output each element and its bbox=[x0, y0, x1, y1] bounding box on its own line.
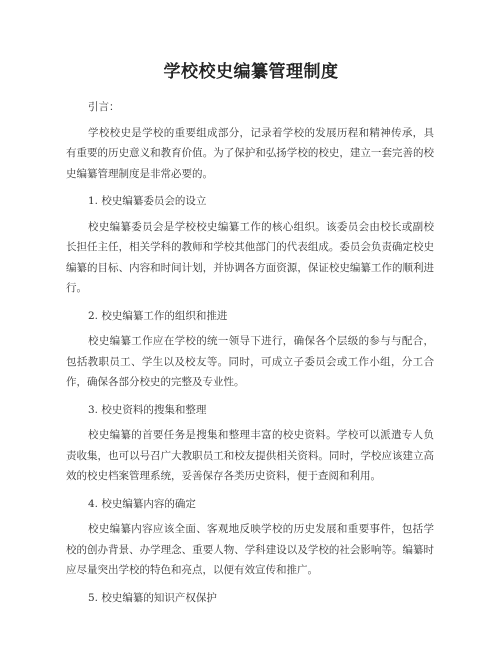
section-body-1: 校史编纂委员会是学校校史编纂工作的核心组织。该委员会由校长或副校长担任主任，相关学科的教师和学校其他部门的代表组成。委员会负责确定校史编纂的目标、内容和时间计划，并协调各方面资源，保证校史编纂工作的顺利进行。 bbox=[66, 220, 434, 294]
document-body bbox=[66, 97, 434, 608]
section-heading-3: 3. 校史资料的搜集和整理 bbox=[88, 403, 207, 416]
section-body-4: 校史编纂内容应该全面、客观地反映学校的历史发展和重要事件，包括学校的创办背景、办学理念、重要人物、学科建设以及学校的社会影响等。编纂时应尽量突出学校的特色和亮点，以便有效宣传和推广。 bbox=[66, 523, 434, 576]
section-heading-4: 4. 校史编纂内容的确定 bbox=[88, 497, 196, 510]
section-heading-1: 1. 校史编纂委员会的设立 bbox=[88, 195, 207, 207]
section-body-2: 校史编纂工作应在学校的统一领导下进行，确保各个层级的参与与配合，包括教职员工、学生以及校友等。同时，可成立子委员会或工作小组，分工合作，确保各部分校史的完整及专业性。 bbox=[66, 335, 434, 388]
intro-label: 引言： bbox=[88, 101, 120, 113]
intro-paragraph: 学校校史是学校的重要组成部分，记录着学校的发展历程和精神传承，具有重要的历史意义和教育价值。为了保护和弘扬学校的校史，建立一套完善的校史编纂管理制度是非常必要的。 bbox=[66, 126, 434, 180]
section-body-3: 校史编纂的首要任务是搜集和整理丰富的校史资料。学校可以派遣专人负责收集，也可以号召广大教职员工和校友提供相关资料。同时，学校应该建立高效的校史档案管理系统，妥善保存各类历史资料，便于查阅和利用。 bbox=[66, 429, 434, 482]
section-heading-5: 5. 校史编纂的知识产权保护 bbox=[88, 591, 217, 604]
section-heading-2: 2. 校史编纂工作的组织和推进 bbox=[88, 309, 228, 322]
document-title: 学校校史编纂管理制度 bbox=[163, 62, 339, 82]
